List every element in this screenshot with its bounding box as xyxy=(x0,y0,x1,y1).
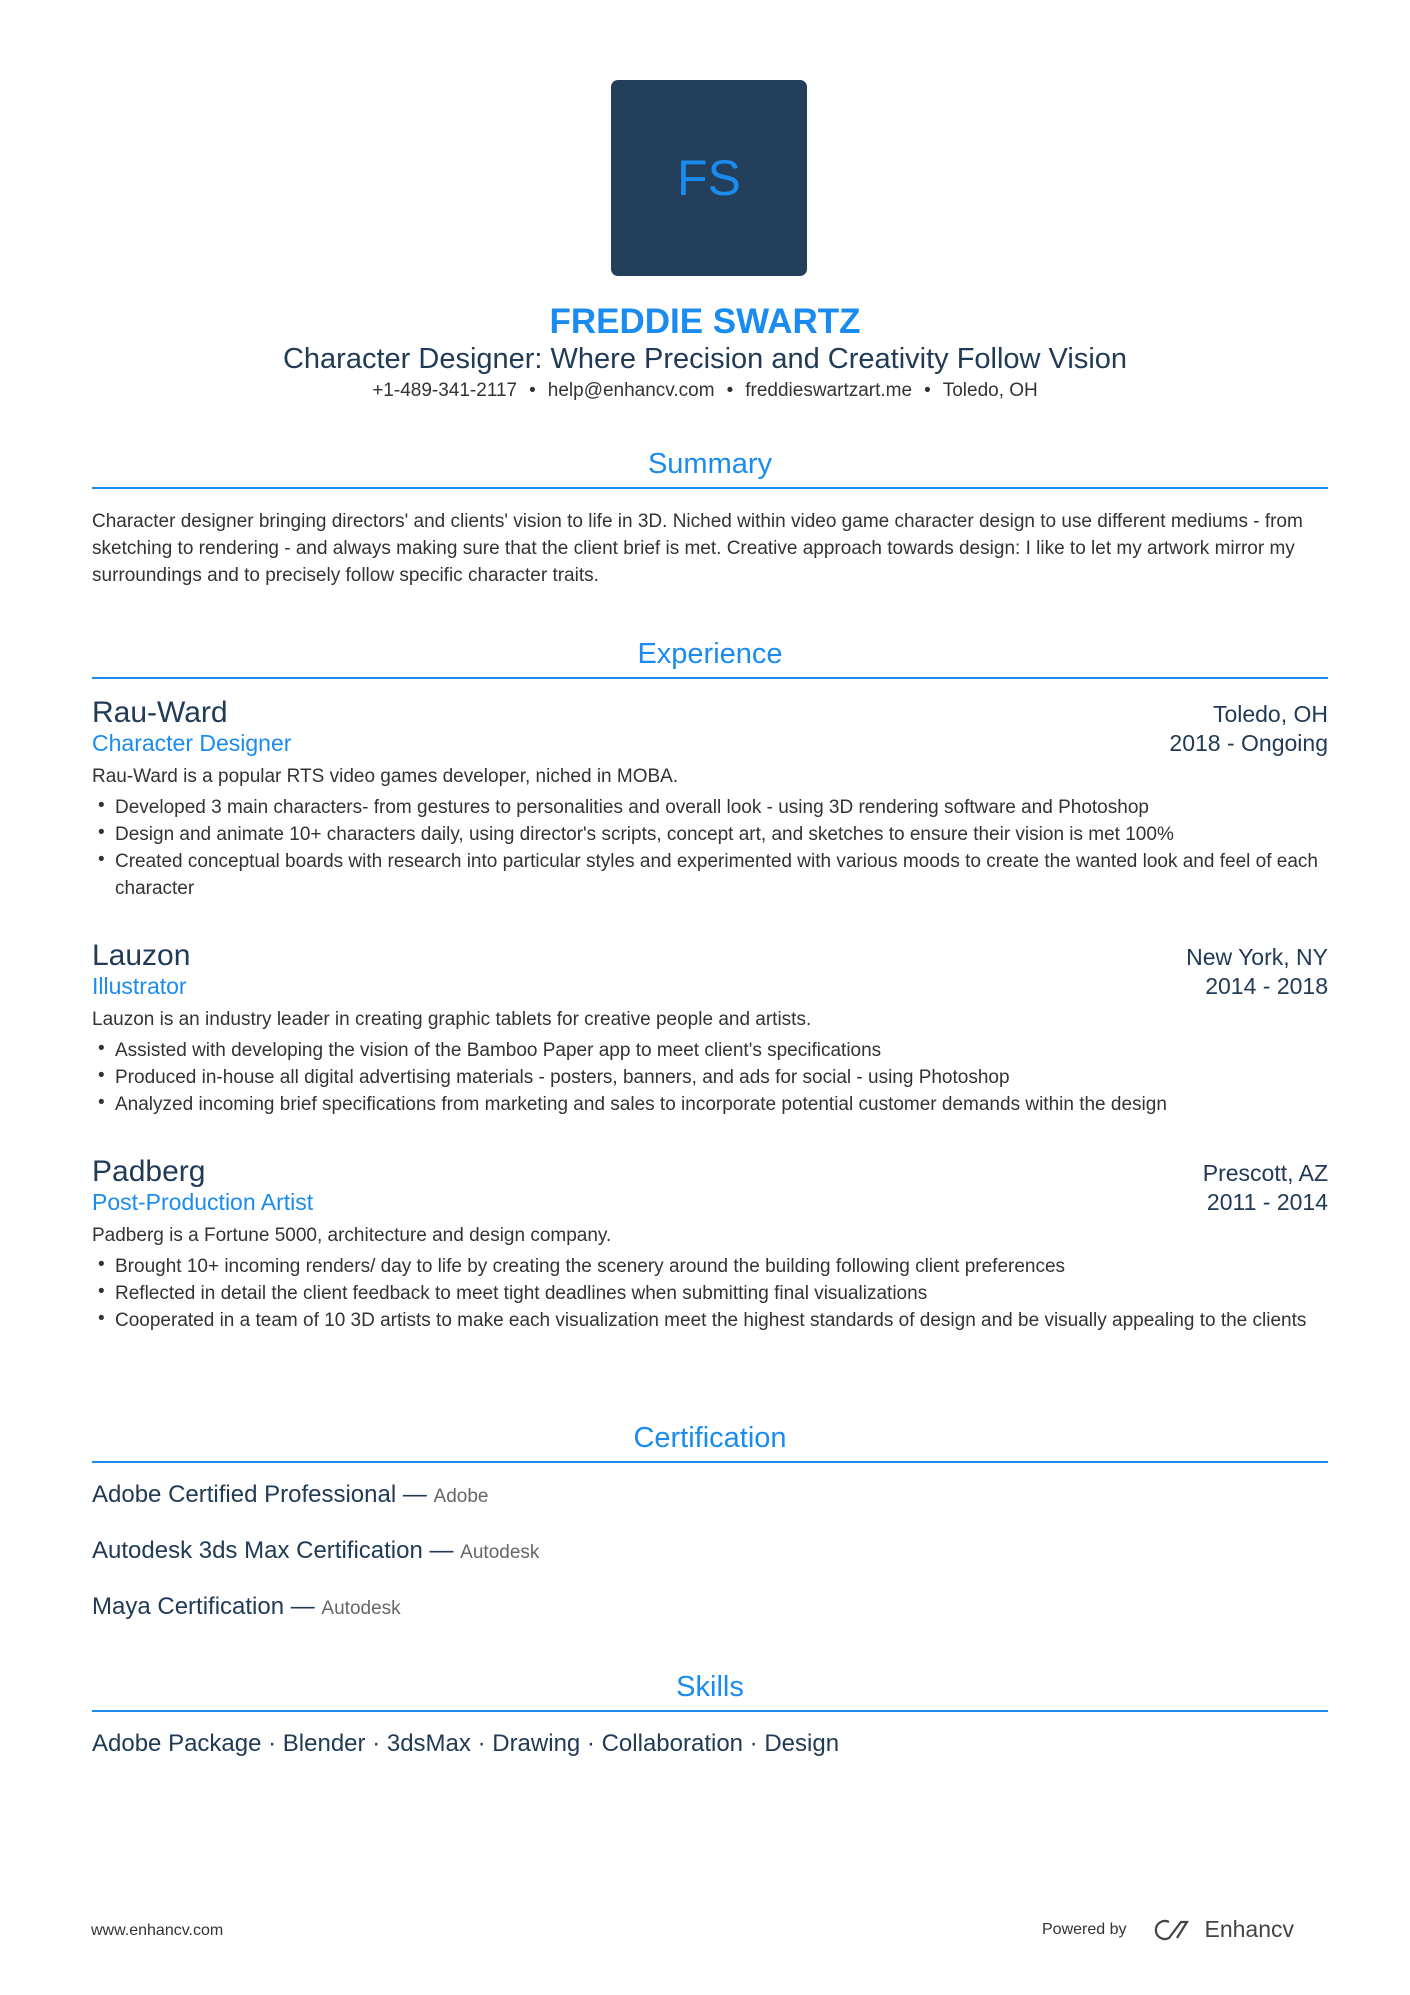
location: Toledo, OH xyxy=(942,380,1038,401)
cert-name: Autodesk 3ds Max Certification xyxy=(92,1537,423,1564)
cert-item: Adobe Certified Professional — Adobe xyxy=(92,1481,489,1508)
footer-brand xyxy=(1042,1916,1294,1943)
job-location: New York, NY xyxy=(1186,944,1328,970)
cert-name: Maya Certification xyxy=(92,1593,285,1620)
job-description: Padberg is a Fortune 5000, architecture and design company. xyxy=(92,1225,612,1246)
cert-name: Adobe Certified Professional xyxy=(92,1481,397,1508)
powered-by-label: Powered by xyxy=(1042,1920,1127,1938)
company: Rau-Ward xyxy=(92,696,228,729)
cert-item: Autodesk 3ds Max Certification — Autodesk xyxy=(92,1537,540,1564)
headline: Character Designer: Where Precision and Creativity Follow Vision xyxy=(282,343,1128,375)
section-heading-experience: Experience xyxy=(92,638,1328,679)
bullet: • Assisted with developing the vision of the Bamboo Paper app to meet client's specifications xyxy=(92,1037,1328,1064)
skills-list: Adobe Package · Blender · 3dsMax · Drawing · Collaboration · Design xyxy=(92,1730,840,1757)
bullet: • Brought 10+ incoming renders/ day to life by creating the scenery around the building following client preferences xyxy=(92,1253,1328,1280)
skill: Collaboration xyxy=(601,1730,744,1757)
candidate-name: FREDDIE SWARTZ xyxy=(549,302,861,341)
job-entry xyxy=(92,696,1328,902)
job-dates: 2011 - 2014 xyxy=(1206,1189,1328,1215)
job-entry xyxy=(92,939,1328,1118)
cert-issuer: Adobe xyxy=(433,1486,489,1507)
company: Lauzon xyxy=(92,939,191,972)
bullet: • Design and animate 10+ characters daily, using director's scripts, concept art, and sketches to ensure their vision is met 100% xyxy=(92,821,1328,848)
skill: Blender xyxy=(282,1730,366,1757)
job-role: Character Designer xyxy=(92,730,292,756)
cert-issuer: Autodesk xyxy=(460,1542,540,1563)
job-location: Toledo, OH xyxy=(1212,701,1328,727)
brand-name: Enhancv xyxy=(1204,1916,1295,1942)
bullet: • Cooperated in a team of 10 3D artists to make each visualization meet the highest standards of design and be visually appealing to the clients xyxy=(92,1307,1328,1334)
contact-info: +1-489-341-2117 • help@enhancv.com • freddieswartzart.me • Toledo, OH xyxy=(372,380,1038,401)
job-description: Rau-Ward is a popular RTS video games developer, niched in MOBA. xyxy=(92,766,679,787)
bullet: • Developed 3 main characters- from gestures to personalities and overall look - using 3D rendering software and Photoshop xyxy=(92,794,1328,821)
bullet: • Analyzed incoming brief specifications from marketing and sales to incorporate potential customer demands within the design xyxy=(92,1091,1328,1118)
footer-url[interactable]: www.enhancv.com xyxy=(91,1922,224,1939)
email[interactable]: help@enhancv.com xyxy=(547,380,715,401)
enhancv-logo[interactable] xyxy=(1151,1916,1295,1943)
job-location: Prescott, AZ xyxy=(1202,1160,1328,1186)
bullet: • Produced in-house all digital advertising materials - posters, banners, and ads for social - using Photoshop xyxy=(92,1064,1328,1091)
skill: 3dsMax xyxy=(386,1730,471,1757)
section-heading-summary: Summary xyxy=(92,448,1328,489)
section-heading-skills: Skills xyxy=(92,1671,1328,1712)
phone: +1-489-341-2117 xyxy=(372,380,518,401)
company: Padberg xyxy=(92,1155,206,1188)
bullet: • Reflected in detail the client feedback to meet tight deadlines when submitting final visualizations xyxy=(92,1280,1328,1307)
summary-text: Character designer bringing directors' and clients' vision to life in 3D. Niched within video game character design to use different mediums - from sketching to rendering - and always making sure that the client brief is met. Creative approach towards design: I like to let my artwork mirror my surroundings and to precisely follow specific character traits. xyxy=(92,511,1303,586)
job-role: Illustrator xyxy=(92,973,187,999)
cert-item: Maya Certification — Autodesk xyxy=(92,1593,401,1620)
job-dates: 2018 - Ongoing xyxy=(1169,730,1328,756)
website[interactable]: freddieswartzart.me xyxy=(745,380,913,401)
section-heading-certification: Certification xyxy=(92,1422,1328,1463)
avatar-initials: FS xyxy=(677,150,741,206)
skill: Adobe Package xyxy=(92,1730,262,1757)
job-dates: 2014 - 2018 xyxy=(1205,973,1328,999)
enhancv-logo-icon xyxy=(1151,1918,1197,1942)
job-description: Lauzon is an industry leader in creating graphic tablets for creative people and artists. xyxy=(92,1009,812,1030)
avatar xyxy=(611,80,807,276)
skill: Design xyxy=(764,1730,840,1757)
skill: Drawing xyxy=(492,1730,581,1757)
job-role: Post-Production Artist xyxy=(92,1189,314,1215)
cert-issuer: Autodesk xyxy=(321,1598,401,1619)
bullet: • Created conceptual boards with research into particular styles and experimented with various moods to create the wanted look and feel of each character xyxy=(92,848,1328,902)
job-entry xyxy=(92,1155,1328,1334)
